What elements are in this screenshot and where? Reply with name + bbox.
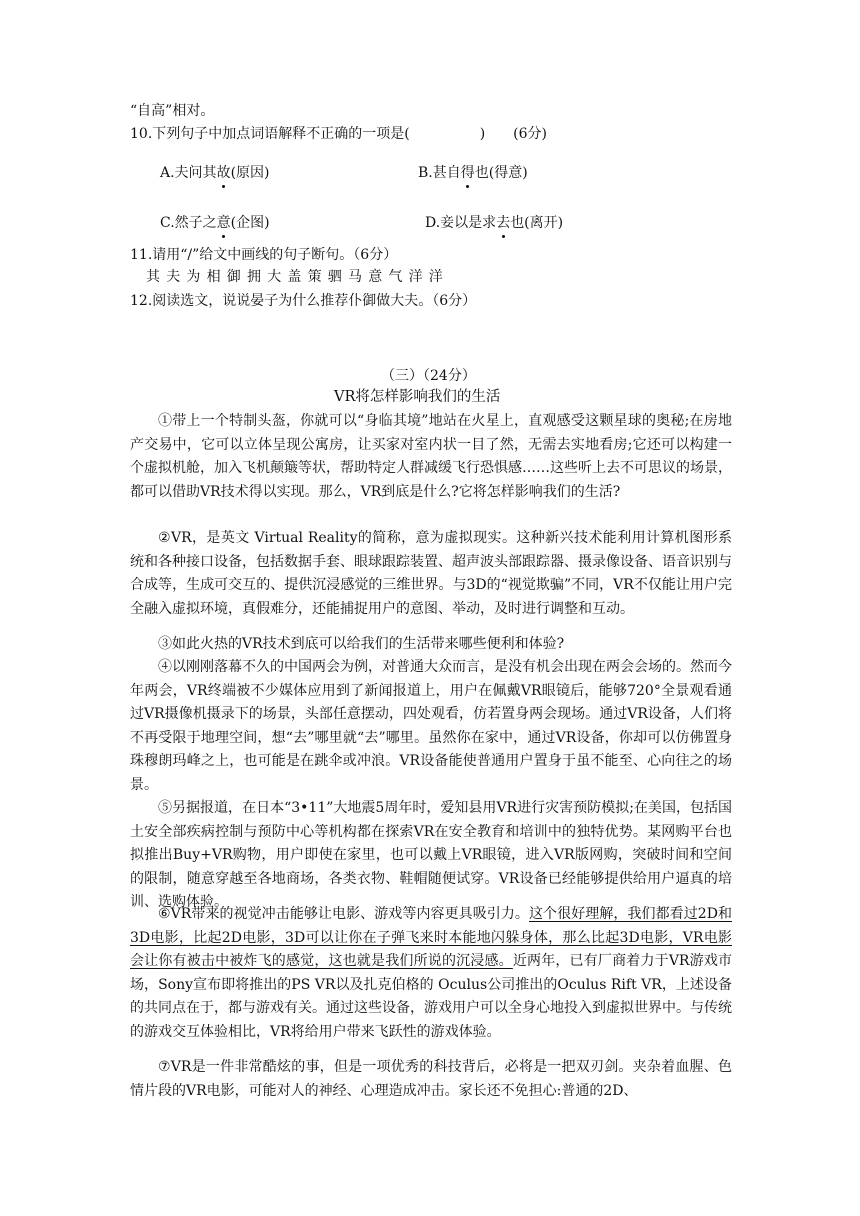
paragraph-5: ⑤另据报道，在日本“3•11”大地震5周年时，爱知县用VR进行灾害预防模拟;在美国，包括国土安全部疾病控制与预防中心等机构都在探索VR在安全教育和培训中的独特优势。某网购平台也拟推出Buy+VR购物，用户即使在家里，也可以戴上VR眼镜，进入VR版网购，突破时间和空间的限制，随意穿越至各地商场，各类衣物、鞋帽随便试穿。VR设备已经能够提供给用户逼真的培训、选购体验。 xyxy=(130,800,732,910)
previous-answer-text: “自高”相对。 xyxy=(130,103,215,119)
paragraph-6 xyxy=(130,903,732,1044)
option-a-pre: A.夫问其 xyxy=(160,165,217,181)
article-title: VR将怎样影响我们的生活 xyxy=(334,389,501,405)
section-heading: （三）（24分） xyxy=(381,368,476,384)
question-12-stem: 12.阅读选文，说说晏子为什么推荐仆御做大夫。（6分） xyxy=(130,293,477,309)
option-d-pre: D.妾以是求 xyxy=(425,215,497,231)
option-b-pre: B.甚自 xyxy=(418,165,461,181)
paragraph-1: ①带上一个特制头盔，你就可以“身临其境”地站在火星上，直观感受这颗星球的奥秘;在房地产交易中，它可以立体呈现公寓房，让买家对室内状一目了然，无需去实地看房;它还可以构建一个虚拟机舱，加入飞机颠簸等状，帮助特定人群减缓飞行恐惧感……这些听上去不可思议的场景，都可以借助VR技术得以实现。那么，VR到底是什么?它将怎样影响我们的生活? xyxy=(130,413,732,500)
paragraph-7: ⑦VR是一件非常酷炫的事，但是一项优秀的科技背后，必将是一把双刃剑。夹杂着血腥、色情片段的VR电影，可能对人的神经、心理造成冲击。家长还不免担心:普通的2D、 xyxy=(130,1059,732,1099)
paragraph-6-underlined-passage: 这个很好理解，我们都看过2D和3D电影，比起2D电影，3D可以让你在子弹飞来时本能地闪躲身体，那么比起3D电影，VR电影会让你有被击中被炸飞的感觉，这也就是我们所说的沉浸感。 xyxy=(130,906,733,969)
option-b-post: 也(得意) xyxy=(474,165,528,181)
option-c-pre: C.然子之 xyxy=(160,215,217,231)
paragraph-4: ④以刚刚落幕不久的中国两会为例，对普通大众而言，是没有机会出现在两会会场的。然而今年两会，VR终端被不少媒体应用到了新闻报道上，用户在佩戴VR眼镜后，能够720°全景观看通过VR摄像机摄录下的场景，头部任意摆动，四处观看，仿若置身两会现场。通过VR设备，人们将不再受限于地理空间，想“去”哪里就“去”哪里。虽然你在家中，通过VR设备，你却可以仿佛置身珠穆朗玛峰之上，也可能是在跳伞或冲浪。VR设备能使普通用户置身于虽不能至、心向往之的场景。 xyxy=(130,659,732,793)
option-d-dotted-word: 去 xyxy=(496,215,511,231)
option-d xyxy=(425,213,563,233)
paragraph-3: ③如此火热的VR技术到底可以给我们的生活带来哪些便利和体验? xyxy=(158,636,565,652)
question-11-stem: 11.请用“/”给文中画线的句子断句。（6分） xyxy=(130,247,398,263)
option-d-post: 也(离开) xyxy=(510,215,564,231)
option-a-post: (原因) xyxy=(230,165,270,181)
option-a-dotted-word: 故 xyxy=(216,165,231,181)
option-b xyxy=(418,163,528,183)
question-11-sentence: 其夫为相御拥大盖策驷马意气洋洋 xyxy=(146,269,449,285)
option-a xyxy=(160,163,270,183)
paragraph-6-intro: ⑥VR带来的视觉冲击能够让电影、游戏等内容更具吸引力。 xyxy=(158,906,529,922)
paragraph-6-rest: 近两年，已有厂商着力于VR游戏市场，Sony宣布即将推出的PS VR以及扎克伯格的 Oculus公司推出的Oculus Rift VR，上述设备的共同点在于，都与游戏有关。通过这些设备，游戏用户可以全身心地投入到虚拟世界中。与传统的游戏交互体验相比，VR将给用户带来飞跃性的游戏体验。 xyxy=(130,953,733,1040)
option-b-dotted-word: 得 xyxy=(460,165,475,181)
paragraph-2: ②VR，是英文 Virtual Reality的简称，意为虚拟现实。这种新兴技术能利用计算机图形系统和各种接口设备，包括数据手套、眼球跟踪装置、超声波头部跟踪器、摄录像设备、语音识别与合成等，生成可交互的、提供沉浸感觉的三维世界。与3D的“视觉欺骗”不同，VR不仅能让用户完全融入虚拟环境，真假难分，还能捕捉用户的意图、举动，及时进行调整和互动。 xyxy=(130,530,732,617)
option-c-post: (企图) xyxy=(230,215,270,231)
question-10-stem: 10.下列句子中加点词语解释不正确的一项是( ) (6分) xyxy=(130,126,548,142)
option-c-dotted-word: 意 xyxy=(216,215,231,231)
option-c xyxy=(160,213,270,233)
